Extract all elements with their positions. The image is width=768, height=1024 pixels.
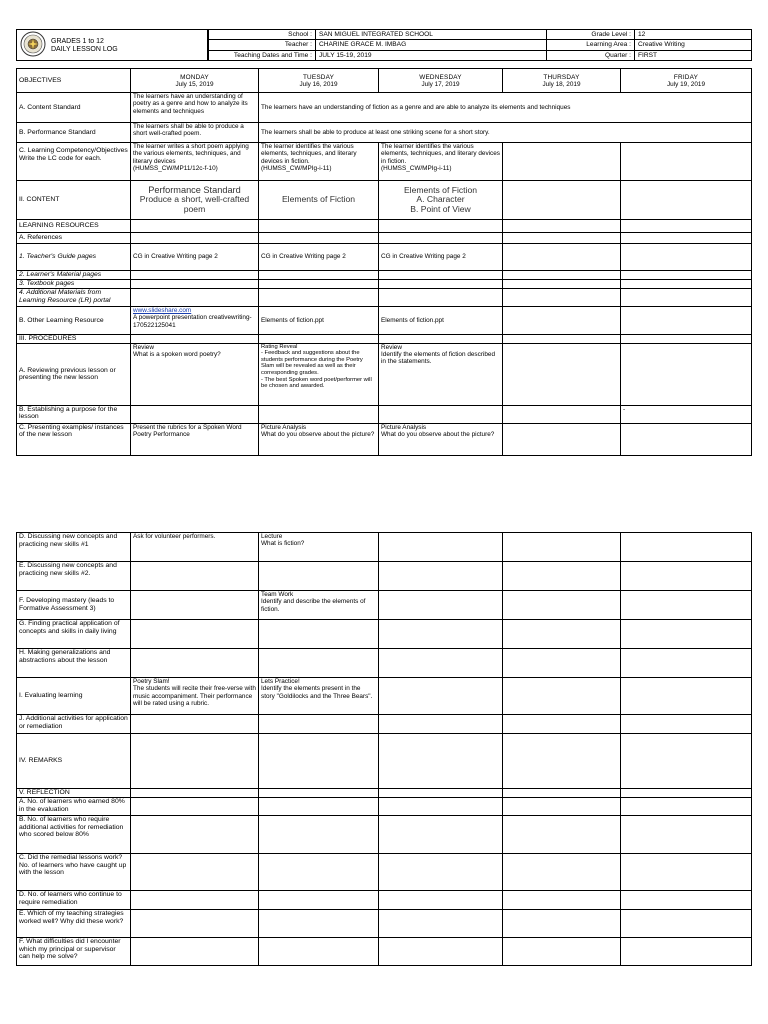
remarks-label: IV. REMARKS <box>17 734 131 789</box>
learning-resources-label: LEARNING RESOURCES <box>17 220 131 233</box>
evaluating-monday: Poetry Slam! The students will recite their free-verse with music accompaniment. Their performance will be rated using a rubric. <box>131 678 259 715</box>
presenting-monday: Present the rubrics for a Spoken Word Poetry Performance <box>131 423 259 455</box>
practical-label: G. Finding practical application of concepts and skills in daily living <box>17 620 131 649</box>
procedures-label: III. PROCEDURES <box>17 335 131 344</box>
title-daily-lesson-log: DAILY LESSON LOG <box>51 46 118 53</box>
day-thursday: THURSDAY July 18, 2019 <box>503 69 621 93</box>
additional-label: J. Additional activities for application or remediation <box>17 715 131 734</box>
mastery-tuesday: Team Work Identify and describe the elements of fiction. <box>259 591 379 620</box>
day-tuesday: TUESDAY July 16, 2019 <box>259 69 379 93</box>
generalizations-label: H. Making generalizations and abstractions about the lesson <box>17 649 131 678</box>
objectives-label: OBJECTIVES <box>17 69 131 93</box>
teachers-guide-wednesday: CG in Creative Writing page 2 <box>379 244 503 271</box>
presenting-tuesday: Picture Analysis What do you observe about the picture? <box>259 423 379 455</box>
slideshare-link[interactable]: www.slideshare.com <box>133 307 192 314</box>
learners-material-label: 2. Learner's Material pages <box>17 271 131 280</box>
remediation-label: B. No. of learners who require additional activities for remediation who scored below 80% <box>17 816 131 854</box>
reviewing-wednesday: Review Identify the elements of fiction described in the statements. <box>379 343 503 405</box>
performance-standard-rest: The learners shall be able to produce at least one striking scene for a short story. <box>259 123 752 143</box>
competency-friday <box>621 143 752 181</box>
teachers-guide-monday: CG in Creative Writing page 2 <box>131 244 259 271</box>
evaluating-label: I. Evaluating learning <box>17 678 131 715</box>
area-label: Learning Area : <box>547 40 635 51</box>
competency-label: C. Learning Competency/Objectives Write the LC code for each. <box>17 143 131 181</box>
other-resource-label: B. Other Learning Resource <box>17 307 131 335</box>
other-resource-wednesday: Elements of fiction.ppt <box>379 307 503 335</box>
content-tuesday: Elements of Fiction <box>259 181 379 220</box>
area-value: Creative Writing <box>635 40 752 51</box>
content-wednesday: Elements of Fiction A. Character B. Point of View <box>379 181 503 220</box>
reviewing-label: A. Reviewing previous lesson or presenting the new lesson <box>17 343 131 405</box>
competency-wednesday: The learner identifies the various elements, techniques, and literary devices in fiction. (HUMSS_CW/MPIg-i-11) <box>379 143 503 181</box>
content-standard-rest: The learners have an understanding of fiction as a genre and are able to analyze its elements and techniques <box>259 93 752 123</box>
teacher-label: Teacher : <box>209 40 316 51</box>
purpose-friday: - <box>621 405 752 423</box>
discussing1-label: D. Discussing new concepts and practicing new skills #1 <box>17 533 131 562</box>
discussing1-tuesday: Lecture What is fiction? <box>259 533 379 562</box>
day-friday: FRIDAY July 19, 2019 <box>621 69 752 93</box>
grade-value: 12 <box>635 30 752 40</box>
competency-tuesday: The learner identifies the various elements, techniques, and literary devices in fiction. (HUMSS_CW/MPIg-i-11) <box>259 143 379 181</box>
content-thursday <box>503 181 621 220</box>
content-friday <box>621 181 752 220</box>
content-standard-label: A. Content Standard <box>17 93 131 123</box>
teachers-guide-label: 1. Teacher's Guide pages <box>17 244 131 271</box>
dates-label: Teaching Dates and Time : <box>209 51 316 61</box>
presenting-wednesday: Picture Analysis What do you observe about the picture? <box>379 423 503 455</box>
content-standard-monday: The learners have an understanding of poetry as a genre and how to analyze its elements and techniques <box>131 93 259 123</box>
additional-materials-label: 4. Additional Materials from Learning Resource (LR) portal <box>17 289 131 307</box>
lesson-log-table-2 <box>16 532 752 966</box>
strategies-label: E. Which of my teaching strategies worked well? Why did these work? <box>17 910 131 938</box>
school-label: School : <box>209 30 316 40</box>
evaluating-tuesday: Lets Practice! Identify the elements present in the story "Goldilocks and the Three Bears". <box>259 678 379 715</box>
lesson-log-table-1 <box>16 68 752 456</box>
mastery-label: F. Developing mastery (leads to Formative Assessment 3) <box>17 591 131 620</box>
quarter-value: FIRST <box>635 51 752 61</box>
day-wednesday: WEDNESDAY July 17, 2019 <box>379 69 503 93</box>
teachers-guide-tuesday: CG in Creative Writing page 2 <box>259 244 379 271</box>
dates-value: JULY 15-19, 2019 <box>316 51 547 61</box>
competency-thursday <box>503 143 621 181</box>
continue-remediation-label: D. No. of learners who continue to require remediation <box>17 891 131 910</box>
earned80-label: A. No. of learners who earned 80% in the evaluation <box>17 798 131 816</box>
content-label: II. CONTENT <box>17 181 131 220</box>
references-label: A. References <box>17 233 131 244</box>
competency-monday: The learner writes a short poem applying the various elements, techniques, and literary devices (HUMSS_CW/MP11/12c-f-10) <box>131 143 259 181</box>
remedial-work-label: C. Did the remedial lessons work? No. of learners who have caught up with the lesson <box>17 854 131 891</box>
header-info-table <box>208 29 752 61</box>
purpose-label: B. Establishing a purpose for the lesson <box>17 405 131 423</box>
reflection-label: V. REFLECTION <box>17 789 131 798</box>
other-resource-monday: www.slideshare.com A powerpoint presentation creativewriting-170522125041 <box>131 307 259 335</box>
textbook-label: 3. Textbook pages <box>17 280 131 289</box>
difficulties-label: F. What difficulties did I encounter which my principal or supervisor can help me solve? <box>17 938 131 966</box>
grade-label: Grade Level : <box>547 30 635 40</box>
performance-standard-label: B. Performance Standard <box>17 123 131 143</box>
deped-seal-icon <box>20 31 46 57</box>
other-resource-tuesday: Elements of fiction.ppt <box>259 307 379 335</box>
quarter-label: Quarter : <box>547 51 635 61</box>
content-monday: Performance Standard Produce a short, well-crafted poem <box>131 181 259 220</box>
teacher-value: CHARINE GRACE M. IMBAG <box>316 40 547 51</box>
reviewing-tuesday: Rating Reveal - Feedback and suggestions about the students performance during the Poetry Slam will be revealed as well as their corresponding grades. - The best Spoken word poet/performer will be chosen and awarded. <box>259 343 379 405</box>
title-grades: GRADES 1 to 12 <box>51 38 104 45</box>
performance-standard-monday: The learners shall be able to produce a short well-crafted poem. <box>131 123 259 143</box>
school-value: SAN MIGUEL INTEGRATED SCHOOL <box>316 30 547 40</box>
presenting-label: C. Presenting examples/ instances of the new lesson <box>17 423 131 455</box>
day-monday: MONDAY July 15, 2019 <box>131 69 259 93</box>
reviewing-monday: Review What is a spoken word poetry? <box>131 343 259 405</box>
discussing2-label: E. Discussing new concepts and practicing new skills #2. <box>17 562 131 591</box>
discussing1-monday: Ask for volunteer performers. <box>131 533 259 562</box>
